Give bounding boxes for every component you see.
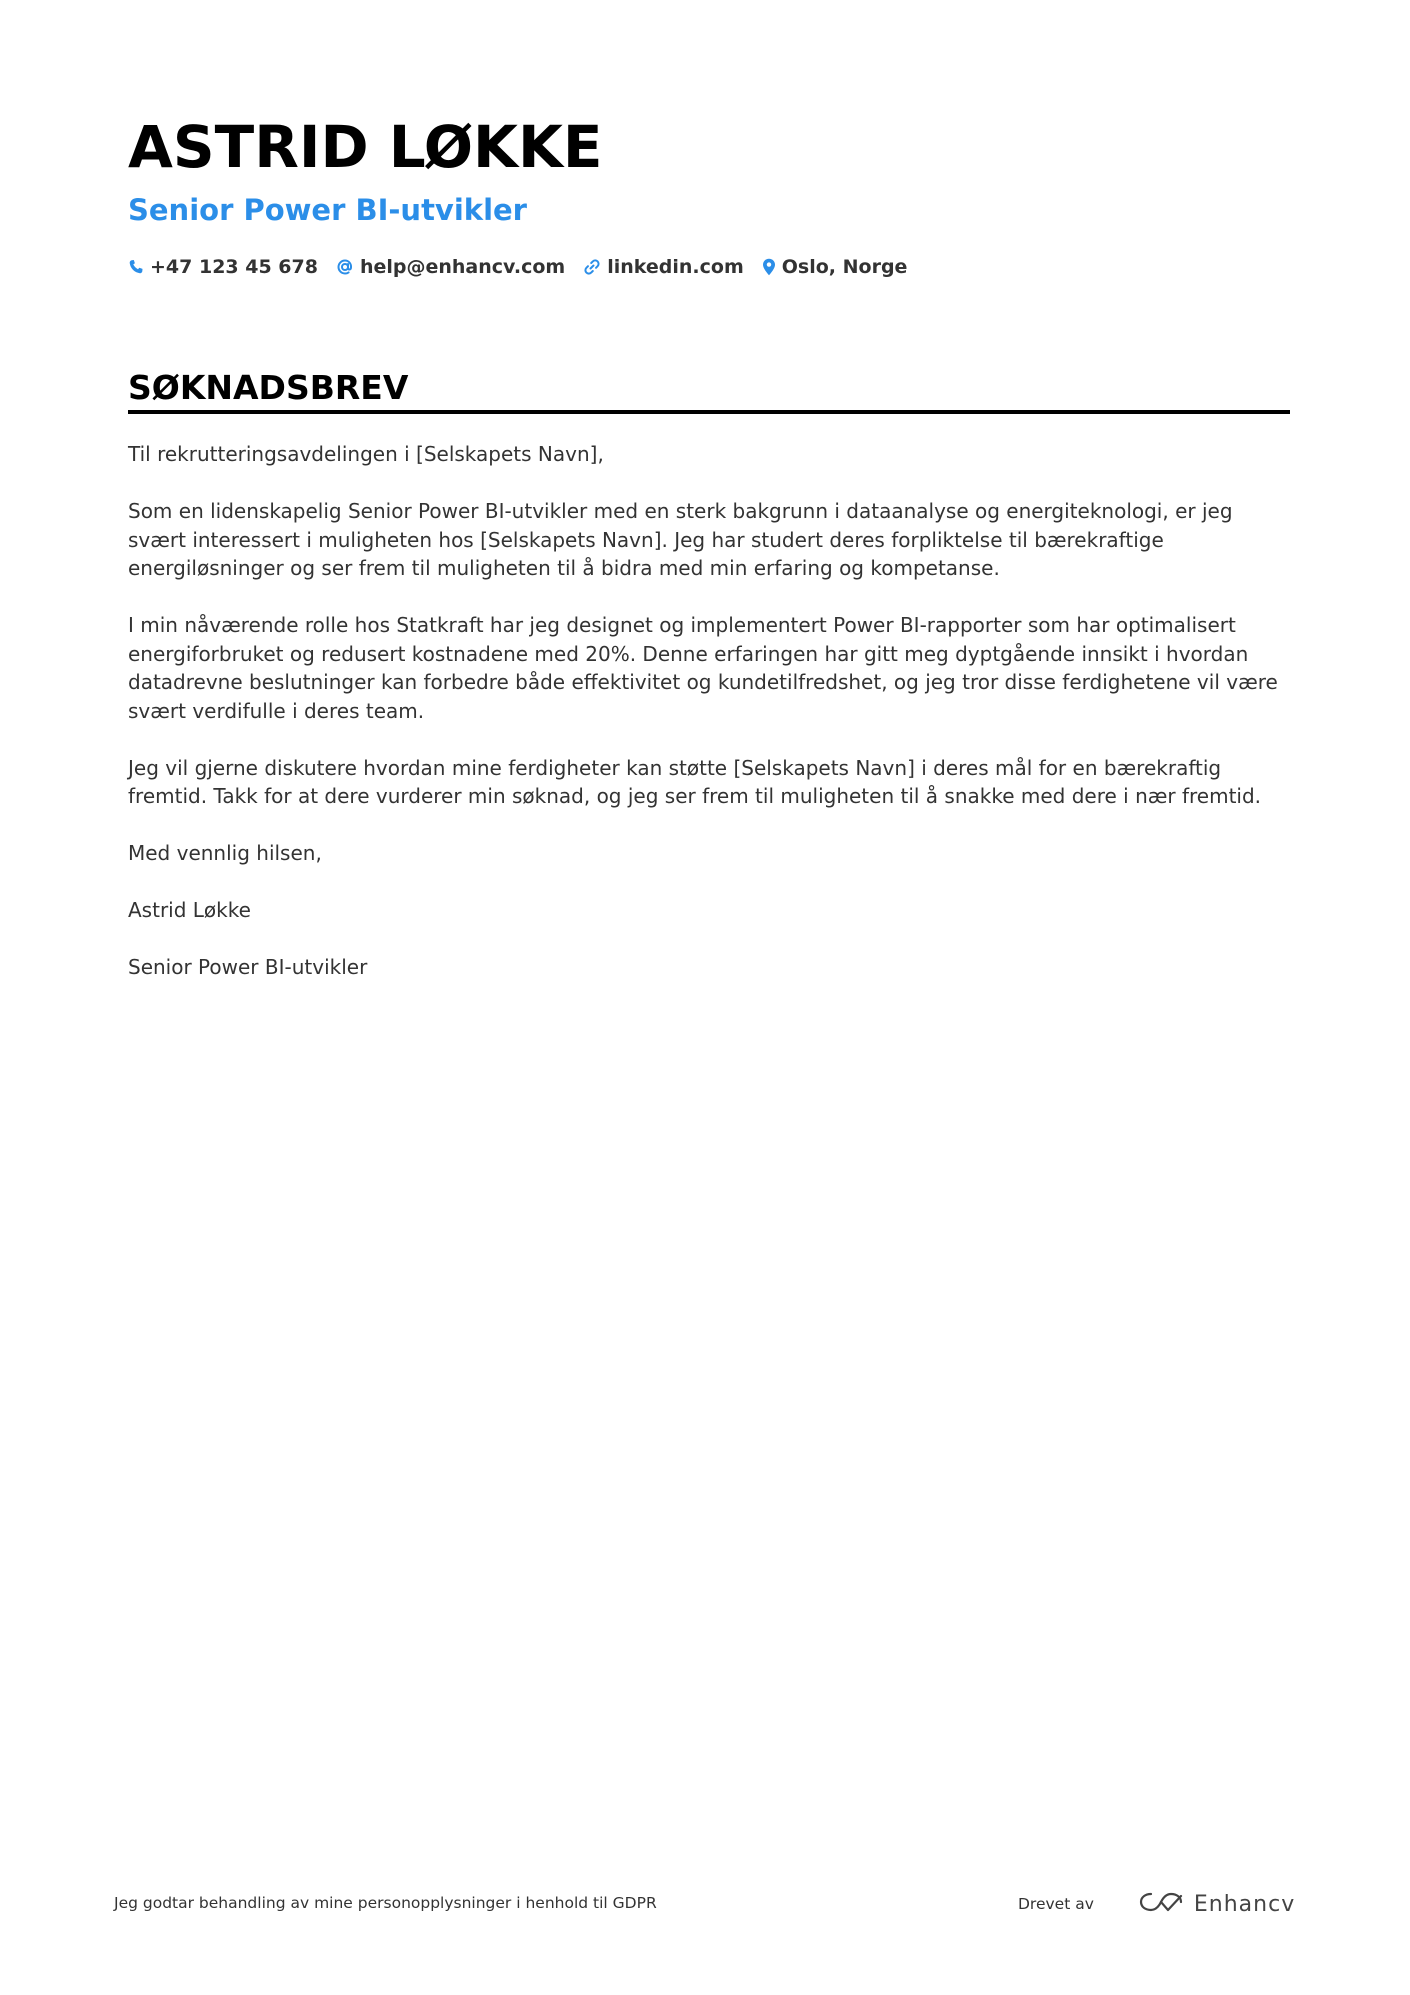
contact-linkedin-text: linkedin.com xyxy=(607,256,744,278)
contact-phone[interactable] xyxy=(128,256,318,278)
enhancv-logo-text: Enhancv xyxy=(1193,1891,1296,1917)
applicant-role: Senior Power BI-utvikler xyxy=(128,193,527,227)
link-icon xyxy=(583,258,601,276)
gdpr-consent: Jeg godtar behandling av mine personopplysninger i henhold til GDPR xyxy=(114,1894,657,1912)
enhancv-logo[interactable] xyxy=(1138,1890,1295,1919)
powered-by-label: Drevet av xyxy=(1018,1895,1094,1913)
powered-by xyxy=(1018,1884,1295,1924)
letter-signature-name: Astrid Løkke xyxy=(128,898,251,922)
contact-linkedin[interactable] xyxy=(583,256,744,278)
phone-icon xyxy=(128,259,144,275)
at-icon xyxy=(336,258,354,276)
location-pin-icon xyxy=(762,258,776,276)
section-divider xyxy=(128,410,1290,414)
applicant-name: ASTRID LØKKE xyxy=(128,113,603,181)
contact-location xyxy=(762,256,908,278)
contact-email[interactable] xyxy=(336,256,565,278)
letter-paragraph: Som en lidenskapelig Senior Power BI-utvikler med en sterk bakgrunn i dataanalyse og energiteknologi, er jeg svært interessert i muligheten hos [Selskapets Navn]. Jeg har studert deres forpliktelse til bærekraftige energiløsninger og ser frem til muligheten til å bidra med min erfaring og kompetanse. xyxy=(128,499,1233,580)
contact-location-text: Oslo, Norge xyxy=(781,256,908,278)
letter-closing: Med vennlig hilsen, xyxy=(128,841,322,865)
letter-paragraph: I min nåværende rolle hos Statkraft har jeg designet og implementert Power BI-rapporter som har optimalisert energiforbruket og redusert kostnadene med 20%. Denne erfaringen har gitt meg dyptgående innsikt i hvordan datadrevne beslutninger kan forbedre både effektivitet og kundetilfredshet, og jeg tror disse ferdighetene vil være svært verdifulle i deres team. xyxy=(128,613,1278,723)
contact-bar xyxy=(128,252,907,282)
contact-phone-text: +47 123 45 678 xyxy=(150,256,318,278)
contact-email-text: help@enhancv.com xyxy=(359,256,566,278)
letter-paragraph: Jeg vil gjerne diskutere hvordan mine ferdigheter kan støtte [Selskapets Navn] i deres mål for en bærekraftig fremtid. Takk for at dere vurderer min søknad, og jeg ser frem til muligheten til å snakke med dere i nær fremtid. xyxy=(128,755,1262,808)
letter-signature-role: Senior Power BI-utvikler xyxy=(128,955,368,979)
letter-greeting: Til rekrutteringsavdelingen i [Selskapets Navn], xyxy=(128,442,604,466)
enhancv-logo-icon xyxy=(1138,1890,1184,1919)
section-title: SØKNADSBREV xyxy=(128,368,409,407)
letter-body xyxy=(128,440,1288,1010)
